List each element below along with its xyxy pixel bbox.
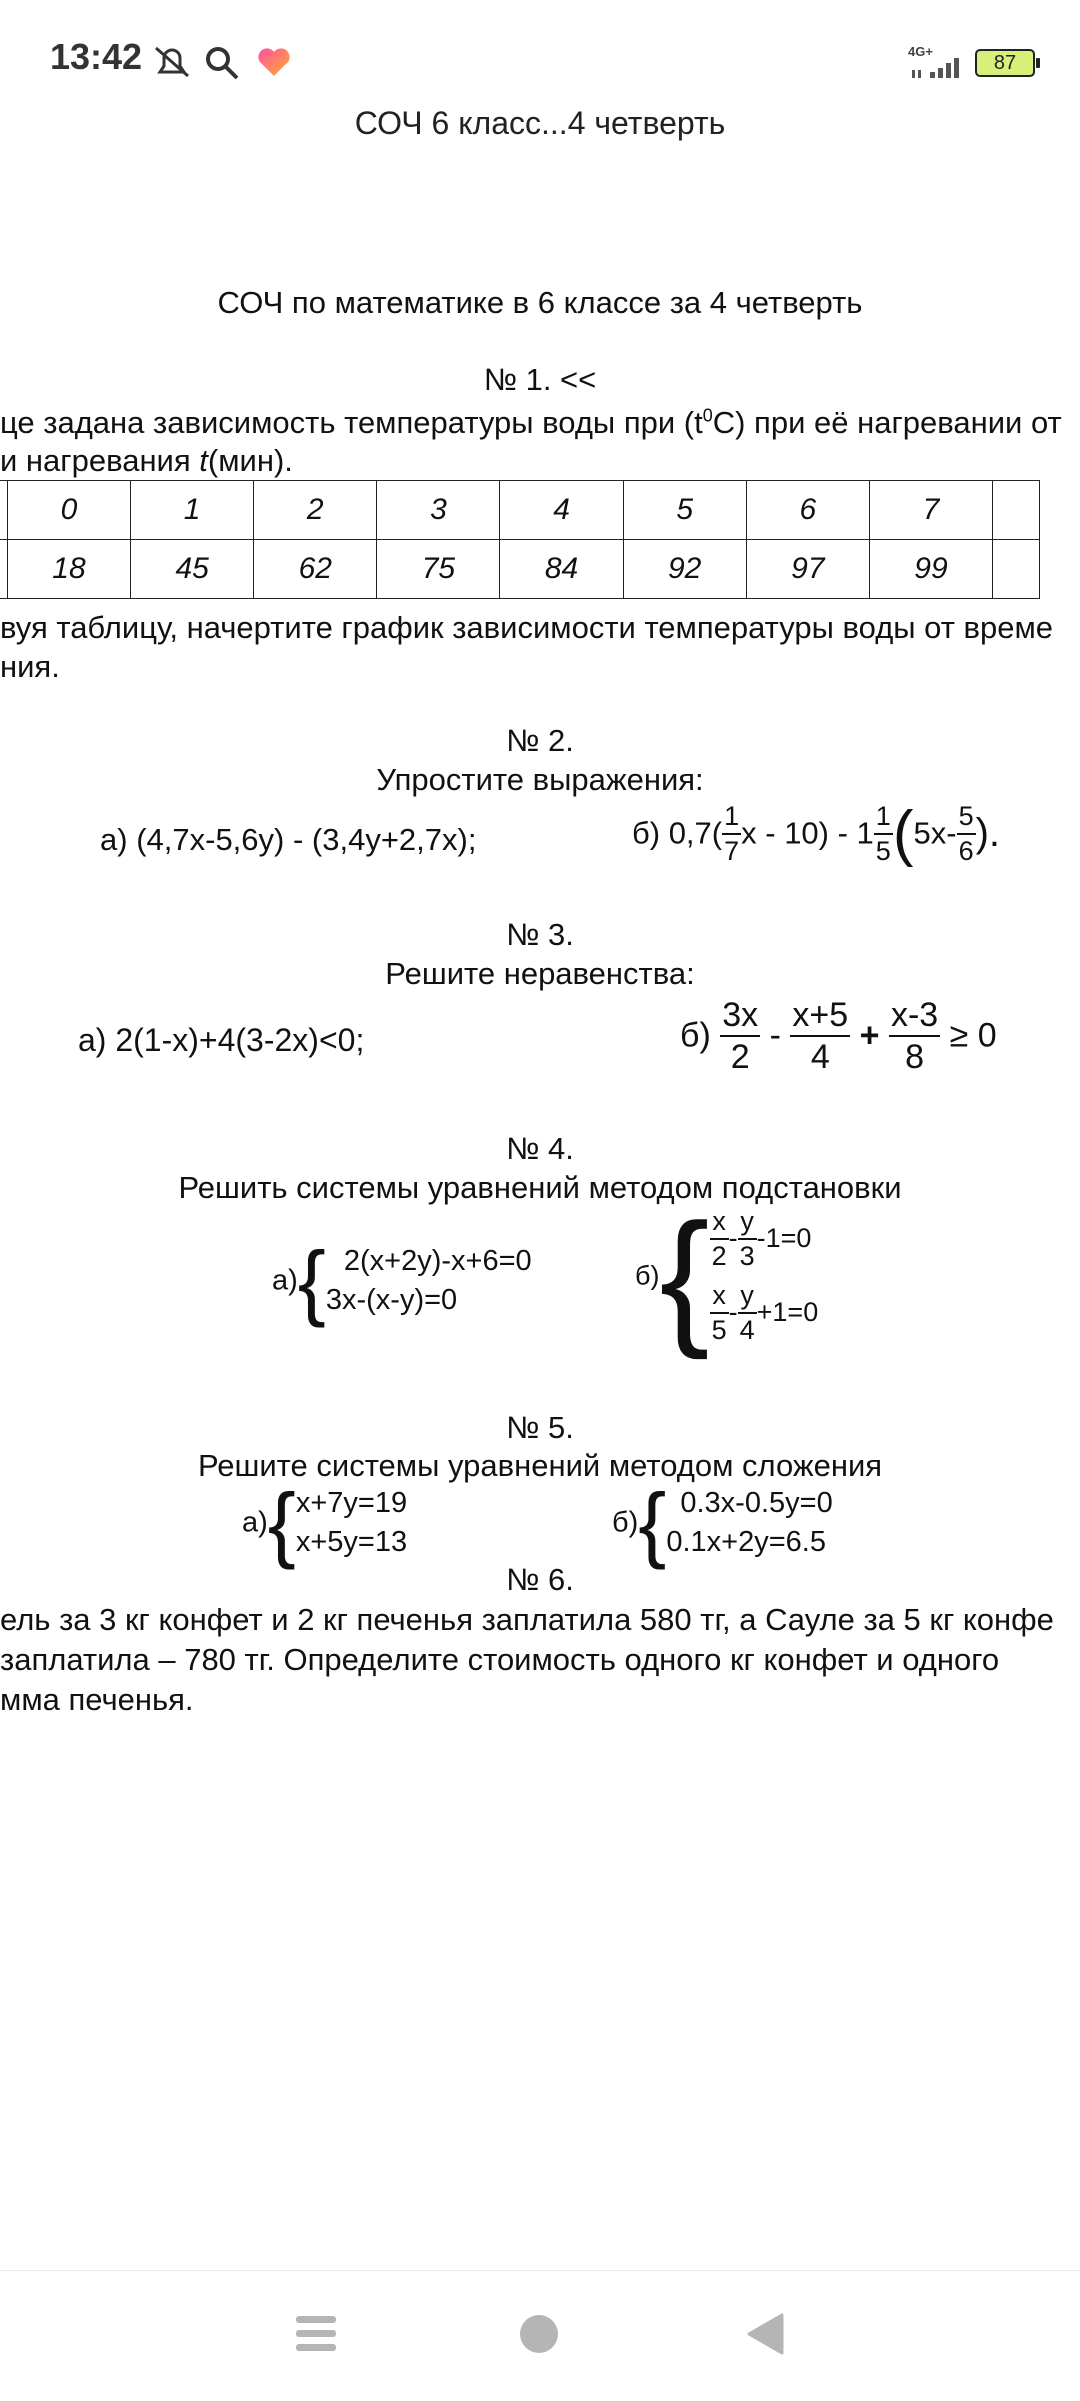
table-cell: 18: [7, 540, 130, 599]
task5-system-b: б){ 0.3х-0.5у=0 0.1х+2у=6.5: [612, 1475, 833, 1570]
table-cell: 0: [7, 481, 130, 540]
table-row-time: [0, 481, 1040, 540]
table-cell: 99: [869, 540, 992, 599]
table-cell: 1: [131, 481, 254, 540]
task6-text-line1: ель за 3 кг конфет и 2 кг печенья заплатила 580 тг, а Сауле за 5 кг конфе: [0, 1602, 1054, 1637]
task1-after-line2: ния.: [0, 649, 60, 684]
temperature-table: [0, 480, 1040, 599]
table-cell: 92: [623, 540, 746, 599]
menu-icon[interactable]: [296, 2312, 336, 2356]
mute-bell-icon: [152, 44, 192, 80]
task3-heading: № 3.: [506, 917, 574, 952]
task3-inequality-b: б) $\frac{3х}{2}$ - $\frac{х+5}{4}$ + $\frac{х-3}{8}$ ≥ 0: [680, 996, 997, 1076]
signal-icon: [910, 56, 966, 80]
table-cell: 97: [746, 540, 869, 599]
table-cell: 2: [254, 481, 377, 540]
task1-text-line2: и нагревания t(мин).: [0, 443, 293, 478]
task5-subtitle: Решите системы уравнений методом сложения: [197, 1448, 883, 1483]
task4-subtitle: Решить системы уравнений методом подстановки: [178, 1170, 902, 1205]
table-cell: 3: [377, 481, 500, 540]
likee-heart-icon: [256, 46, 292, 78]
task3-inequality-a: а) 2(1-х)+4(3-2х)<0;: [78, 1022, 365, 1058]
task4-system-b: б){ $\frac{х}{2}$ - $\frac{у}{3}$ -1=0 $\frac{х}{5}$ - $\frac{у}{4}$ +1=0: [635, 1192, 819, 1360]
task2-subtitle: Упростите выражения:: [376, 762, 704, 797]
table-cell: 84: [500, 540, 623, 599]
task4-heading: № 4.: [506, 1131, 574, 1166]
table-cell: 7: [869, 481, 992, 540]
table-row-temperature: [0, 540, 1040, 599]
task2-expr-b: б) 0,7( $\frac{1}{7}$ х - 10) - 1 $\frac{1}{5}$ (5х- $\frac{5}{6}$ ).: [632, 799, 1001, 868]
task6-heading: № 6.: [506, 1562, 574, 1597]
table-cell: 45: [131, 540, 254, 599]
task5-system-a: а){ х+7у=19 х+5у=13: [242, 1475, 408, 1570]
doc-title: СОЧ по математике в 6 классе за 4 четверть: [217, 285, 863, 320]
task4-system-a: а){ 2(х+2у)-х+6=0 3х-(х-у)=0: [272, 1233, 532, 1328]
back-icon[interactable]: [746, 2313, 784, 2355]
task5-heading: № 5.: [506, 1410, 574, 1445]
network-type: 4G+: [908, 44, 933, 59]
task2-heading: № 2.: [506, 723, 574, 758]
navigation-bar: [0, 2270, 1080, 2401]
task1-text-line1: це задана зависимость температуры воды при $(t^0C)$ при её нагревании от: [0, 405, 1062, 440]
task3-subtitle: Решите неравенства:: [385, 956, 695, 991]
search-icon: [203, 44, 241, 82]
task6-text-line3: мма печенья.: [0, 1682, 194, 1717]
status-time: 13:42: [50, 36, 143, 77]
home-icon[interactable]: [518, 2313, 560, 2355]
table-cell: 75: [377, 540, 500, 599]
task1-heading: № 1. <<: [483, 362, 597, 397]
table-cell: 6: [746, 481, 869, 540]
document-title-bar: СОЧ 6 класс...4 четверть: [354, 105, 726, 141]
task1-after-line1: вуя таблицу, начертите график зависимости температуры воды от време: [0, 610, 1054, 645]
task6-text-line2: заплатила – 780 тг. Определите стоимость одного кг конфет и одного: [0, 1642, 1000, 1677]
task2-expr-a: а) (4,7х-5,6у) - (3,4у+2,7х);: [100, 822, 477, 857]
table-cell: 4: [500, 481, 623, 540]
table-cell: 5: [623, 481, 746, 540]
battery-indicator: 87: [975, 49, 1035, 77]
table-cell: 62: [254, 540, 377, 599]
